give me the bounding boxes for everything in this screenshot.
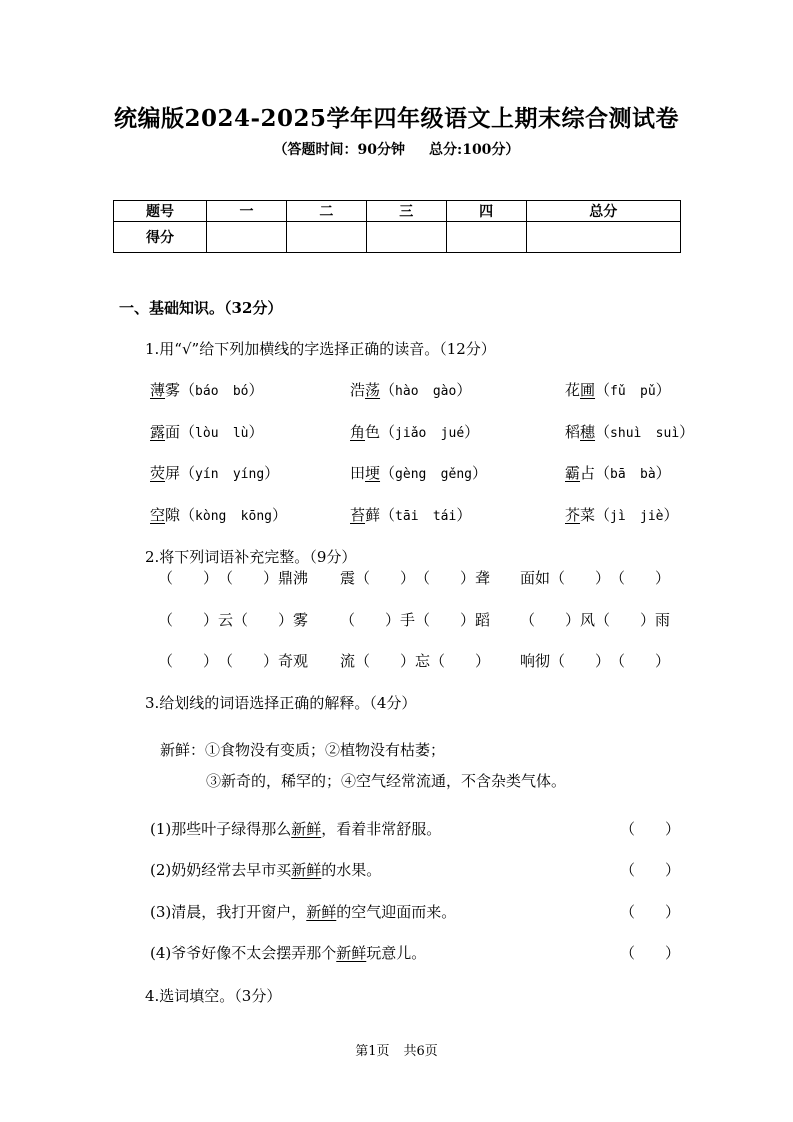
paren-open: （ [595, 381, 611, 399]
underlined-char: 芥 [565, 506, 581, 524]
fill-blank[interactable]: （ ） [415, 611, 476, 629]
word-char: 花 [565, 381, 581, 399]
pinyin-choice-item [350, 462, 487, 483]
pinyin-option-a[interactable]: hào [395, 384, 419, 399]
pinyin-option-a[interactable]: yín [195, 467, 219, 482]
sentence-text: (4)爷爷好像不太会摆弄那个 [150, 944, 337, 962]
word-char: 浩 [350, 381, 366, 399]
pinyin-choice-item [565, 421, 694, 442]
paren-open: （ [380, 464, 396, 482]
pinyin-option-a[interactable]: lòu [195, 426, 219, 441]
score-table-header: 三 [366, 201, 446, 222]
score-table-header: 四 [446, 201, 526, 222]
pinyin-option-a[interactable]: kòng [195, 509, 227, 524]
page-title: 统编版2024-2025学年四年级语文上期末综合测试卷 [113, 105, 680, 132]
score-cell[interactable] [446, 222, 526, 253]
idiom-item [158, 609, 308, 630]
idiom-item [340, 609, 490, 630]
word-char: 色 [365, 423, 381, 441]
pinyin-option-a[interactable]: gèng [395, 467, 427, 482]
pinyin-option-b[interactable]: bà [640, 467, 656, 482]
exam-total-score: 总分:100分） [429, 142, 520, 158]
paren-close: ） [464, 423, 480, 441]
idiom-item [340, 650, 490, 671]
pinyin-choice-item [150, 421, 264, 442]
paren-open: （ [180, 464, 196, 482]
option-gap [419, 381, 433, 399]
pinyin-option-b[interactable]: yíng [232, 467, 265, 482]
fill-blank[interactable]: （ ） [158, 652, 219, 670]
pinyin-choice-item [350, 379, 471, 400]
pinyin-option-b[interactable]: lù [232, 426, 249, 441]
underlined-char: 荧 [150, 464, 166, 482]
idiom-item [158, 650, 308, 671]
page-number: 第1页 [355, 1044, 390, 1059]
paren-open: （ [380, 381, 396, 399]
section-heading: 一、基础知识。（32分） [119, 299, 283, 317]
pinyin-choice-item [350, 504, 471, 525]
paren-open: （ [595, 506, 611, 524]
score-cell[interactable] [207, 222, 287, 253]
paren-open: （ [380, 423, 396, 441]
fill-blank[interactable]: （ ） [355, 652, 416, 670]
pinyin-option-b[interactable]: suì [655, 426, 680, 441]
score-cell[interactable] [366, 222, 446, 253]
underlined-char: 露 [150, 423, 166, 441]
score-cell[interactable] [526, 222, 681, 253]
pinyin-option-b[interactable]: pǔ [640, 384, 656, 399]
page-count: 共6页 [403, 1044, 438, 1059]
option-gap [419, 506, 433, 524]
pinyin-choice-item [565, 504, 679, 525]
pinyin-option-b[interactable]: jué [440, 426, 465, 441]
option-gap [219, 464, 233, 482]
question-4-prompt: 4.选词填空。（3分） [145, 987, 282, 1005]
paren-close: ） [655, 464, 671, 482]
definition-line: 新鲜：①食物没有变质；②植物没有枯萎； [160, 741, 446, 759]
paren-close: ） [248, 423, 264, 441]
pinyin-option-a[interactable]: jì [610, 509, 626, 524]
pinyin-option-b[interactable]: gào [432, 384, 457, 399]
fill-blank[interactable]: （ ） [340, 611, 401, 629]
option-gap [226, 506, 240, 524]
idiom-char: 云 [218, 611, 234, 629]
score-row-label: 得分 [114, 222, 207, 253]
underlined-word: 新鲜 [306, 903, 337, 921]
option-gap [219, 423, 233, 441]
idiom-char: 鼎沸 [278, 569, 309, 587]
answer-blank[interactable]: （ ） [620, 861, 681, 879]
paren-close: ） [471, 464, 487, 482]
underlined-char: 埂 [365, 464, 381, 482]
fill-blank[interactable]: （ ） [218, 569, 279, 587]
fill-blank[interactable]: （ ） [430, 652, 491, 670]
paren-close: ） [655, 381, 671, 399]
word-char: 面 [165, 423, 181, 441]
idiom-char: 奇观 [278, 652, 309, 670]
idiom-char: 手 [400, 611, 416, 629]
idiom-char: 雾 [293, 611, 309, 629]
underlined-char: 薄 [150, 381, 166, 399]
fill-blank[interactable]: （ ） [520, 611, 581, 629]
idiom-item [520, 650, 670, 671]
question-3-prompt: 3.给划线的词语选择正确的解释。（4分） [145, 694, 417, 712]
underlined-word: 新鲜 [336, 944, 367, 962]
idiom-char: 响彻 [520, 652, 551, 670]
answer-blank[interactable]: （ ） [620, 944, 681, 962]
underlined-char: 霸 [565, 464, 581, 482]
word-char: 藓 [365, 506, 381, 524]
word-char: 屏 [165, 464, 181, 482]
definition-choice-item [150, 942, 426, 963]
paren-open: （ [180, 423, 196, 441]
sentence-text: (2)奶奶经常去早市买 [150, 861, 292, 879]
idiom-char: 蹈 [475, 611, 491, 629]
idiom-item [520, 567, 670, 588]
sentence-text: 的水果。 [321, 861, 382, 879]
idiom-item [520, 609, 670, 630]
definition-choice-item [150, 859, 381, 880]
paren-close: ） [663, 506, 679, 524]
pinyin-option-a[interactable]: tāi [395, 509, 419, 524]
underlined-char: 荡 [365, 381, 381, 399]
word-char: 隙 [165, 506, 181, 524]
word-char: 田 [350, 464, 366, 482]
option-gap [641, 423, 655, 441]
fill-blank[interactable]: （ ） [550, 652, 611, 670]
question-1-prompt: 1.用“√”给下列加横线的字选择正确的读音。（12分） [145, 340, 496, 358]
score-table-header: 二 [286, 201, 366, 222]
word-char: 雾 [165, 381, 181, 399]
idiom-item [158, 567, 308, 588]
paren-close: ） [264, 464, 280, 482]
paren-open: （ [595, 464, 611, 482]
option-gap [426, 464, 440, 482]
word-char: 菜 [580, 506, 596, 524]
pinyin-option-a[interactable]: báo [195, 384, 219, 399]
exam-info [0, 139, 793, 159]
fill-blank[interactable]: （ ） [550, 569, 611, 587]
exam-time: （答题时间：90分钟 [273, 142, 406, 158]
sentence-text: (1)那些叶子绿得那么 [150, 820, 292, 838]
word-char: 占 [580, 464, 596, 482]
paren-open: （ [380, 506, 396, 524]
idiom-char: 震 [340, 569, 356, 587]
paren-close: ） [271, 506, 287, 524]
underlined-word: 新鲜 [291, 861, 322, 879]
idiom-char: 聋 [475, 569, 491, 587]
sentence-text: (3)清晨，我打开窗户， [150, 903, 307, 921]
option-gap [219, 381, 233, 399]
pinyin-option-b[interactable]: bó [232, 384, 249, 399]
fill-blank[interactable]: （ ） [595, 611, 656, 629]
pinyin-option-a[interactable]: shuì [610, 426, 642, 441]
score-table-header: 一 [207, 201, 287, 222]
paren-close: ） [456, 506, 472, 524]
fill-blank[interactable]: （ ） [355, 569, 416, 587]
pinyin-choice-item [150, 379, 264, 400]
pinyin-choice-item [150, 504, 287, 525]
fill-blank[interactable]: （ ） [415, 569, 476, 587]
paren-open: （ [180, 381, 196, 399]
pinyin-option-b[interactable]: tái [432, 509, 457, 524]
fill-blank[interactable]: （ ） [233, 611, 294, 629]
pinyin-option-b[interactable]: kōng [240, 509, 272, 524]
idiom-item [340, 567, 490, 588]
definition-choice-item [150, 901, 456, 922]
paren-close: ） [248, 381, 264, 399]
underlined-word: 新鲜 [291, 820, 322, 838]
definition-choice-item [150, 818, 441, 839]
pinyin-option-a[interactable]: fǔ [610, 384, 626, 399]
sentence-text: 的空气迎面而来。 [336, 903, 457, 921]
idiom-char: 风 [580, 611, 596, 629]
pinyin-choice-item [565, 379, 671, 400]
underlined-char: 角 [350, 423, 366, 441]
option-gap [626, 381, 640, 399]
paren-close: ） [456, 381, 472, 399]
answer-blank[interactable]: （ ） [620, 903, 681, 921]
word-char: 稻 [565, 423, 581, 441]
underlined-char: 苔 [350, 506, 366, 524]
option-gap [626, 506, 640, 524]
fill-blank[interactable]: （ ） [158, 569, 219, 587]
sentence-text: 玩意儿。 [366, 944, 427, 962]
pinyin-choice-item [350, 421, 479, 442]
sentence-text: ，看着非常舒服。 [321, 820, 442, 838]
paren-open: （ [595, 423, 611, 441]
idiom-char: 流 [340, 652, 356, 670]
underlined-char: 空 [150, 506, 166, 524]
question-2-prompt: 2.将下列词语补充完整。（9分） [145, 548, 357, 566]
answer-blank[interactable]: （ ） [620, 820, 681, 838]
score-cell[interactable] [286, 222, 366, 253]
underlined-char: 圃 [580, 381, 596, 399]
score-table-header: 总分 [526, 201, 681, 222]
idiom-char: 雨 [655, 611, 671, 629]
paren-open: （ [180, 506, 196, 524]
pinyin-option-a[interactable]: bā [610, 467, 626, 482]
score-table [113, 200, 681, 253]
pinyin-option-b[interactable]: gěng [440, 467, 472, 482]
score-table-header: 题号 [114, 201, 207, 222]
idiom-char: 面如 [520, 569, 551, 587]
fill-blank[interactable]: （ ） [610, 569, 671, 587]
pinyin-option-a[interactable]: jiǎo [395, 426, 427, 441]
pinyin-option-b[interactable]: jiè [640, 509, 664, 524]
fill-blank[interactable]: （ ） [610, 652, 671, 670]
definition-line: ③新奇的，稀罕的；④空气经常流通，不含杂类气体。 [206, 772, 567, 790]
paren-close: ） [679, 423, 695, 441]
idiom-char: 忘 [415, 652, 431, 670]
pinyin-choice-item [150, 462, 279, 483]
pinyin-choice-item [565, 462, 671, 483]
underlined-char: 穗 [580, 423, 596, 441]
fill-blank[interactable]: （ ） [158, 611, 219, 629]
option-gap [426, 423, 440, 441]
page-footer [0, 1040, 793, 1059]
option-gap [626, 464, 640, 482]
fill-blank[interactable]: （ ） [218, 652, 279, 670]
